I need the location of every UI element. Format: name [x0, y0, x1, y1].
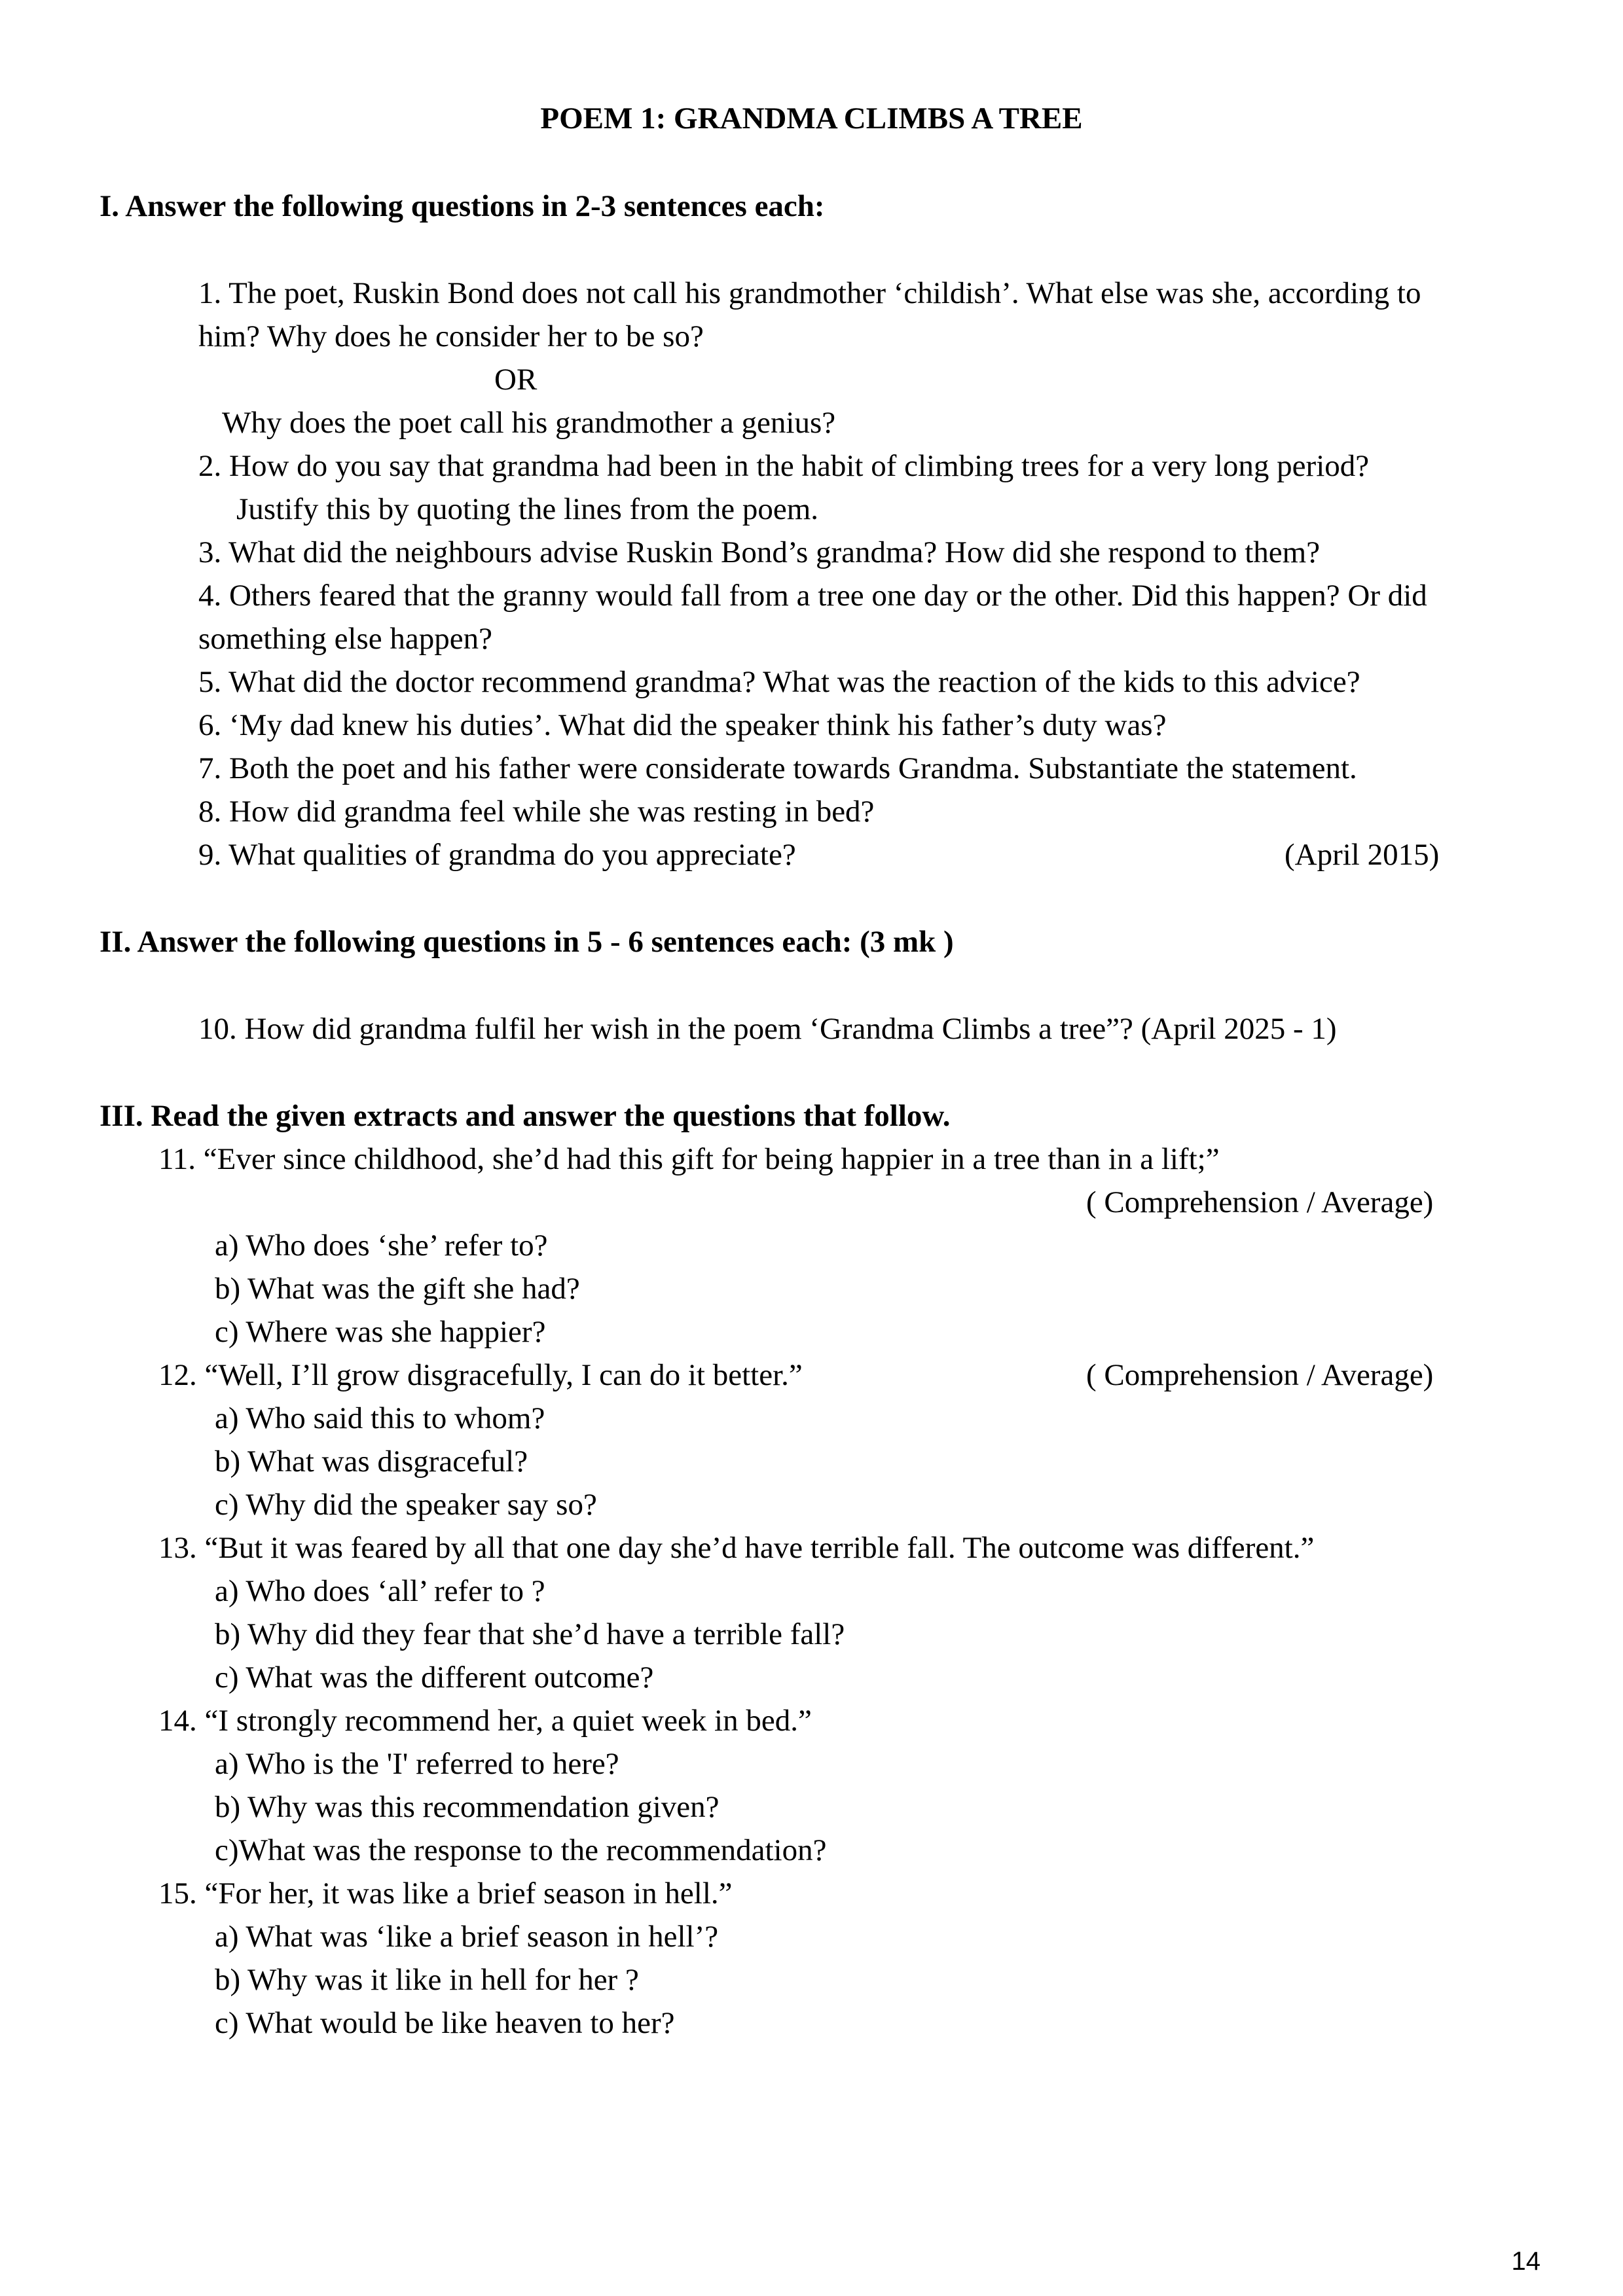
question-12-c: c) Why did the speaker say so? — [215, 1488, 597, 1522]
question-13-b: b) Why did they fear that she’d have a terrible fall? — [215, 1617, 845, 1651]
or-separator: OR — [494, 363, 538, 397]
question-14-b: b) Why was this recommendation given? — [215, 1790, 720, 1824]
question-15-c: c) What would be like heaven to her? — [215, 2006, 675, 2040]
question-6: 6. ‘My dad knew his duties’. What did the speaker think his father’s duty was? — [198, 708, 1167, 742]
section1-heading: I. Answer the following questions in 2-3 sentences each: — [100, 189, 825, 223]
question-9-note: (April 2015) — [1285, 838, 1440, 872]
question-11-quote: 11. “Ever since childhood, she’d had this gift for being happier in a tree than in a lift;” — [158, 1142, 1220, 1176]
question-15-a: a) What was ‘like a brief season in hell’? — [215, 1920, 719, 1954]
question-12-tag: ( Comprehension / Average) — [1086, 1358, 1434, 1392]
question-4-line-1: 4. Others feared that the granny would fall from a tree one day or the other. Did this happen? Or did — [198, 579, 1427, 613]
question-11-b: b) What was the gift she had? — [215, 1272, 580, 1306]
question-11-c: c) Where was she happier? — [215, 1315, 546, 1349]
question-14-c: c)What was the response to the recommendation? — [215, 1833, 827, 1867]
question-8: 8. How did grandma feel while she was resting in bed? — [198, 795, 875, 829]
question-15-quote: 15. “For her, it was like a brief season in hell.” — [158, 1876, 733, 1910]
question-4-line-2: something else happen? — [198, 622, 492, 656]
question-13-quote: 13. “But it was feared by all that one day she’d have terrible fall. The outcome was different.” — [158, 1531, 1315, 1565]
question-11-a: a) Who does ‘she’ refer to? — [215, 1229, 548, 1263]
question-5: 5. What did the doctor recommend grandma? What was the reaction of the kids to this advice? — [198, 665, 1360, 699]
section3-heading: III. Read the given extracts and answer the questions that follow. — [100, 1099, 951, 1133]
page-title: POEM 1: GRANDMA CLIMBS A TREE — [540, 101, 1083, 135]
question-9: 9. What qualities of grandma do you appreciate? — [198, 838, 796, 872]
question-3: 3. What did the neighbours advise Ruskin Bond’s grandma? How did she respond to them? — [198, 535, 1321, 569]
question-2-line-2: Justify this by quoting the lines from the poem. — [236, 492, 819, 526]
question-14-a: a) Who is the 'I' referred to here? — [215, 1747, 619, 1781]
question-7: 7. Both the poet and his father were considerate towards Grandma. Substantiate the statement. — [198, 751, 1357, 785]
question-15-b: b) Why was it like in hell for her ? — [215, 1963, 639, 1997]
question-12-quote: 12. “Well, I’ll grow disgracefully, I can do it better.” — [158, 1358, 803, 1392]
question-1-alt: Why does the poet call his grandmother a genius? — [222, 406, 836, 440]
page-number: 14 — [1511, 2247, 1541, 2276]
question-11-tag: ( Comprehension / Average) — [1086, 1185, 1434, 1219]
question-13-c: c) What was the different outcome? — [215, 1660, 654, 1695]
section2-heading: II. Answer the following questions in 5 - 6 sentences each: (3 mk ) — [100, 925, 954, 959]
question-12-a: a) Who said this to whom? — [215, 1401, 545, 1435]
question-1-line-2: him? Why does he consider her to be so? — [198, 319, 704, 353]
question-14-quote: 14. “I strongly recommend her, a quiet week in bed.” — [158, 1704, 812, 1738]
question-2-line-1: 2. How do you say that grandma had been in the habit of climbing trees for a very long period? — [198, 449, 1370, 483]
question-10: 10. How did grandma fulfil her wish in the poem ‘Grandma Climbs a tree”? (April 2025 - 1) — [198, 1012, 1337, 1046]
question-1-line-1: 1. The poet, Ruskin Bond does not call his grandmother ‘childish’. What else was she, according to — [198, 276, 1421, 310]
question-12-b: b) What was disgraceful? — [215, 1444, 528, 1479]
question-13-a: a) Who does ‘all’ refer to ? — [215, 1574, 545, 1608]
